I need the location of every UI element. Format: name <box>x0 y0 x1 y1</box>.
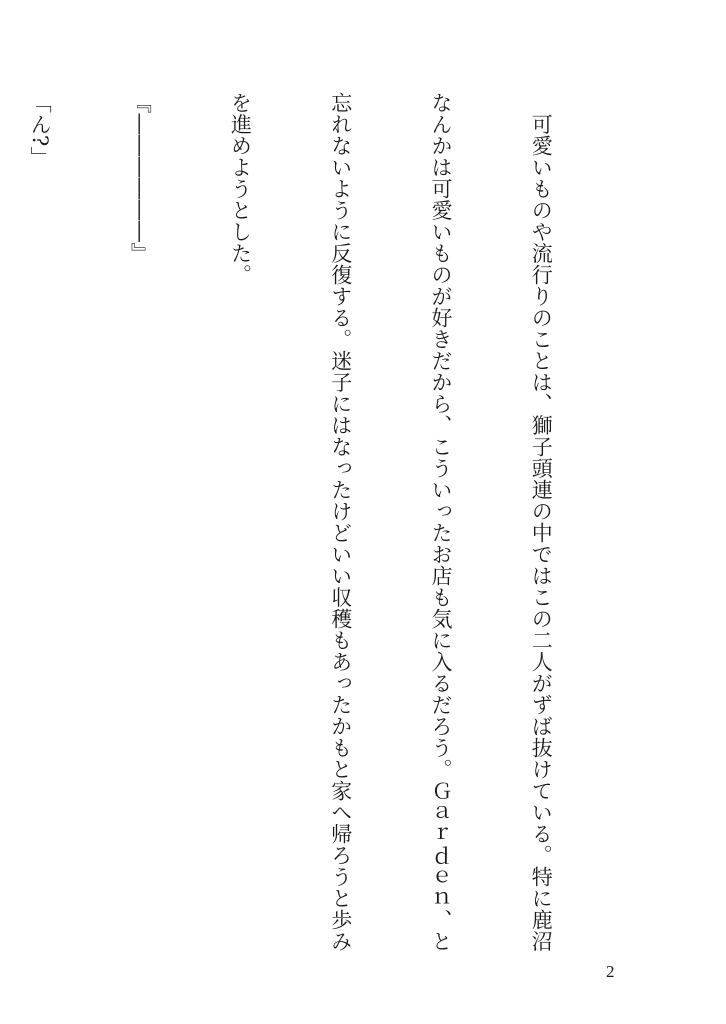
page-number: 2 <box>606 962 615 981</box>
text-line: 「ん?」 <box>28 92 53 169</box>
text-line: なんかは可愛いものが好きだから、こういったお店も気に入るだろう。Ｇａｒｄｅｎ、と <box>428 92 453 952</box>
text-line: 忘れないように反復する。迷子にはなったけどいい収穫もあったかもと家へ帰ろうと歩み <box>328 92 353 952</box>
text-line: 『――――――』 <box>128 92 153 264</box>
text-line: 可愛いものや流行りのことは、獅子頭連の中ではこの二人がずば抜けている。特に鹿沼 <box>529 92 554 952</box>
vertical-text-body <box>28 92 624 952</box>
text-line: を進めようとした。 <box>228 92 253 286</box>
